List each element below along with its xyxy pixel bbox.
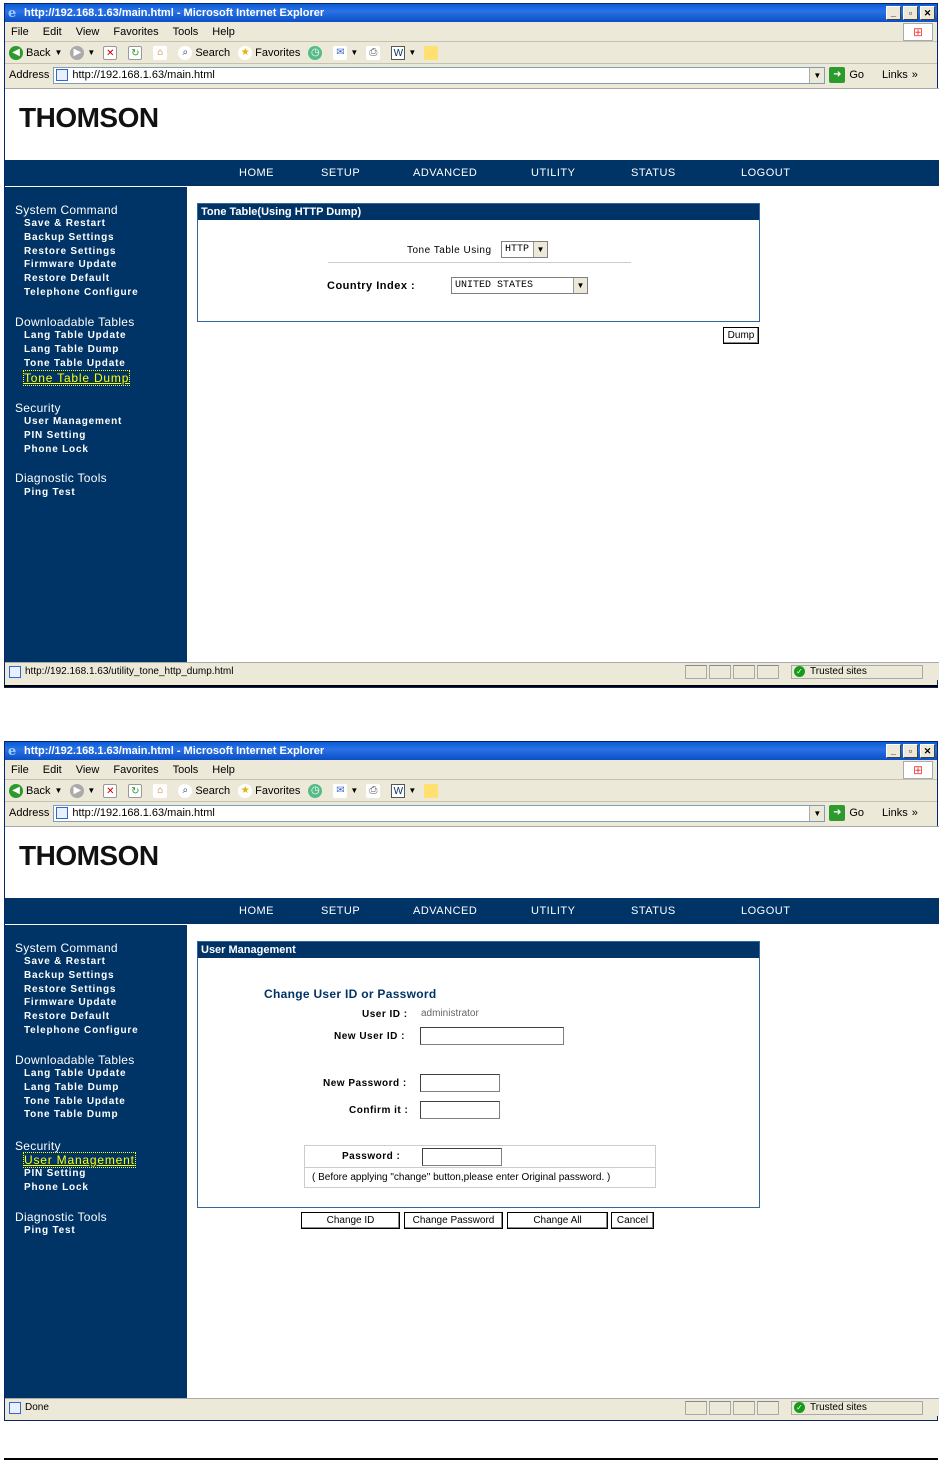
go-arrow-icon[interactable]: ➜ bbox=[829, 67, 845, 83]
dump-button[interactable]: Dump bbox=[723, 327, 759, 344]
close-button[interactable]: ✕ bbox=[920, 744, 935, 758]
sidebar-group-security: Security bbox=[15, 1139, 61, 1153]
sidebar-group-diagnostic: Diagnostic Tools bbox=[15, 471, 107, 485]
address-label: Address bbox=[9, 69, 50, 81]
maximize-button[interactable]: ▫ bbox=[903, 744, 918, 758]
security-zone: ✓ Trusted sites bbox=[791, 665, 923, 679]
original-password-box bbox=[304, 1145, 656, 1188]
thomson-logo: THOMSON bbox=[19, 840, 159, 871]
nav-setup[interactable]: SETUP bbox=[321, 167, 361, 179]
country-select[interactable]: UNITED STATES ▼ bbox=[451, 277, 588, 294]
chevron-down-icon: ▼ bbox=[573, 278, 587, 293]
go-arrow-icon[interactable]: ➜ bbox=[829, 805, 845, 821]
menu-edit[interactable]: Edit bbox=[42, 25, 62, 38]
menu-bar bbox=[5, 760, 937, 780]
trusted-check-icon: ✓ bbox=[794, 666, 805, 677]
forward-arrow-icon: ▶ bbox=[70, 784, 84, 798]
search-icon: ⌕ bbox=[178, 784, 192, 798]
refresh-icon: ↻ bbox=[128, 784, 142, 798]
links-button[interactable]: Links bbox=[882, 807, 908, 819]
user-id-label: User ID : bbox=[362, 1009, 408, 1020]
nav-logout[interactable]: LOGOUT bbox=[741, 905, 791, 917]
ie-logo-icon: e bbox=[8, 743, 17, 759]
menu-favorites[interactable]: Favorites bbox=[113, 763, 159, 776]
maximize-button[interactable]: ▫ bbox=[903, 6, 918, 20]
section-heading: Change User ID or Password bbox=[264, 987, 437, 1001]
menu-help[interactable]: Help bbox=[212, 25, 235, 38]
stop-icon: ✕ bbox=[103, 46, 117, 60]
separator-rule-1 bbox=[4, 685, 938, 687]
window-title: http://192.168.1.63/main.html - Microsoft Internet Explorer bbox=[24, 7, 325, 19]
back-button[interactable]: ◀ Back ▼ bbox=[9, 784, 62, 798]
close-button[interactable]: ✕ bbox=[920, 6, 935, 20]
separator-rule-2 bbox=[4, 1458, 938, 1460]
menu-file[interactable]: File bbox=[11, 25, 29, 38]
sidebar-item-save-restart[interactable]: Save & Restart bbox=[24, 218, 106, 229]
menu-tools[interactable]: Tools bbox=[172, 25, 199, 38]
sidebar-item-phone-lock[interactable]: Phone Lock bbox=[24, 444, 89, 455]
new-password-input[interactable] bbox=[420, 1074, 500, 1092]
sidebar-item-tone-update[interactable]: Tone Table Update bbox=[24, 1096, 126, 1107]
change-all-button[interactable]: Change All bbox=[507, 1212, 608, 1229]
toolbar bbox=[5, 780, 937, 802]
status-bar bbox=[5, 662, 939, 680]
address-bar bbox=[5, 802, 937, 824]
sidebar-item-phone-lock[interactable]: Phone Lock bbox=[24, 1182, 89, 1193]
mail-button[interactable]: ✉ ▼ bbox=[333, 784, 358, 798]
menu-file[interactable]: File bbox=[11, 763, 29, 776]
mail-icon: ✉ bbox=[333, 784, 347, 798]
print-icon: ⎙ bbox=[366, 784, 380, 798]
original-password-input[interactable] bbox=[422, 1148, 502, 1166]
sidebar-item-pin[interactable]: PIN Setting bbox=[24, 1168, 87, 1179]
status-bar bbox=[5, 1398, 939, 1416]
page-content bbox=[5, 826, 939, 1398]
sidebar-item-firmware[interactable]: Firmware Update bbox=[24, 259, 118, 270]
thomson-logo: THOMSON bbox=[19, 102, 159, 133]
mail-icon: ✉ bbox=[333, 46, 347, 60]
edit-button[interactable]: W ▼ bbox=[391, 46, 416, 60]
note-icon bbox=[424, 784, 438, 798]
minimize-button[interactable]: _ bbox=[886, 744, 901, 758]
favorites-button[interactable]: ★ Favorites bbox=[238, 784, 300, 798]
nav-advanced[interactable]: ADVANCED bbox=[413, 905, 478, 917]
refresh-button[interactable] bbox=[128, 46, 145, 60]
links-button[interactable]: Links bbox=[882, 69, 908, 81]
history-button[interactable] bbox=[308, 46, 325, 60]
panel-title: User Management bbox=[198, 942, 759, 958]
sidebar-item-backup[interactable]: Backup Settings bbox=[24, 970, 115, 981]
browser-window-2 bbox=[4, 741, 938, 1421]
favorites-star-icon: ★ bbox=[238, 784, 252, 798]
home-icon: ⌂ bbox=[153, 784, 167, 798]
confirm-password-input[interactable] bbox=[420, 1101, 500, 1119]
page-icon bbox=[9, 666, 21, 678]
menu-view[interactable]: View bbox=[75, 25, 100, 38]
sidebar-item-firmware[interactable]: Firmware Update bbox=[24, 997, 118, 1008]
tone-label: Tone Table Using bbox=[407, 245, 492, 256]
search-icon: ⌕ bbox=[178, 46, 192, 60]
nav-setup[interactable]: SETUP bbox=[321, 905, 361, 917]
password-label: Password : bbox=[342, 1151, 401, 1162]
sidebar-item-lang-update[interactable]: Lang Table Update bbox=[24, 330, 127, 341]
sidebar-item-restore[interactable]: Restore Settings bbox=[24, 984, 117, 995]
cancel-button[interactable]: Cancel bbox=[611, 1212, 654, 1229]
nav-status[interactable]: STATUS bbox=[631, 167, 676, 179]
edit-button[interactable]: W ▼ bbox=[391, 784, 416, 798]
forward-arrow-icon: ▶ bbox=[70, 46, 84, 60]
sidebar-group-system: System Command bbox=[15, 941, 118, 955]
address-label: Address bbox=[9, 807, 50, 819]
home-button[interactable] bbox=[153, 46, 170, 60]
sidebar-item-backup[interactable]: Backup Settings bbox=[24, 232, 115, 243]
address-dropdown-icon[interactable]: ▼ bbox=[809, 806, 824, 821]
word-icon: W bbox=[391, 46, 405, 60]
sidebar-item-tone-dump[interactable]: Tone Table Dump bbox=[24, 1109, 119, 1120]
refresh-icon: ↻ bbox=[128, 46, 142, 60]
back-button[interactable]: ◀ Back ▼ bbox=[9, 46, 62, 60]
top-nav bbox=[5, 159, 939, 187]
address-dropdown-icon[interactable]: ▼ bbox=[809, 68, 824, 83]
sidebar-item-ping[interactable]: Ping Test bbox=[24, 487, 76, 498]
divider bbox=[328, 262, 631, 263]
change-id-button[interactable]: Change ID bbox=[301, 1212, 400, 1229]
sidebar-item-save-restart[interactable]: Save & Restart bbox=[24, 956, 106, 967]
favorites-star-icon: ★ bbox=[238, 46, 252, 60]
trusted-check-icon: ✓ bbox=[794, 1402, 805, 1413]
minimize-button[interactable]: _ bbox=[886, 6, 901, 20]
user-management-panel bbox=[197, 941, 760, 1208]
toolbar bbox=[5, 42, 937, 64]
status-text: Done bbox=[25, 1402, 49, 1413]
links-chevron-icon[interactable]: » bbox=[911, 69, 918, 81]
page-icon bbox=[56, 807, 68, 819]
nav-status[interactable]: STATUS bbox=[631, 905, 676, 917]
favorites-button[interactable]: ★ Favorites bbox=[238, 46, 300, 60]
nav-utility[interactable]: UTILITY bbox=[531, 905, 576, 917]
mail-button[interactable]: ✉ ▼ bbox=[333, 46, 358, 60]
menu-help[interactable]: Help bbox=[212, 763, 235, 776]
status-url: http://192.168.1.63/utility_tone_http_dump.html bbox=[25, 666, 234, 677]
menu-favorites[interactable]: Favorites bbox=[113, 25, 159, 38]
tone-method-select[interactable]: HTTP ▼ bbox=[501, 241, 548, 258]
stop-button[interactable] bbox=[103, 46, 120, 60]
back-arrow-icon: ◀ bbox=[9, 46, 23, 60]
history-button[interactable] bbox=[308, 784, 325, 798]
user-id-value: administrator bbox=[421, 1008, 479, 1019]
security-zone: ✓ Trusted sites bbox=[791, 1401, 923, 1415]
sidebar-item-tone-update[interactable]: Tone Table Update bbox=[24, 358, 126, 369]
sidebar-group-diagnostic: Diagnostic Tools bbox=[15, 1210, 107, 1224]
browser-window-1 bbox=[4, 3, 938, 688]
links-chevron-icon[interactable]: » bbox=[911, 807, 918, 819]
nav-utility[interactable]: UTILITY bbox=[531, 167, 576, 179]
sidebar-item-restore-default[interactable]: Restore Default bbox=[24, 1011, 110, 1022]
page-icon bbox=[9, 1402, 21, 1414]
go-button[interactable]: Go bbox=[849, 69, 865, 81]
print-icon: ⎙ bbox=[366, 46, 380, 60]
sidebar-item-user-management[interactable]: User Management bbox=[24, 416, 123, 427]
confirm-password-label: Confirm it : bbox=[349, 1105, 409, 1116]
sidebar-item-lang-dump[interactable]: Lang Table Dump bbox=[24, 1082, 120, 1093]
title-bar bbox=[5, 4, 937, 22]
page-content bbox=[5, 88, 939, 662]
new-user-id-input[interactable] bbox=[420, 1027, 564, 1045]
word-icon: W bbox=[391, 784, 405, 798]
history-icon: ◷ bbox=[308, 46, 322, 60]
back-arrow-icon: ◀ bbox=[9, 784, 23, 798]
menu-tools[interactable]: Tools bbox=[172, 763, 199, 776]
sidebar bbox=[5, 187, 187, 662]
sidebar-item-lang-update[interactable]: Lang Table Update bbox=[24, 1068, 127, 1079]
address-bar bbox=[5, 64, 937, 86]
top-nav bbox=[5, 897, 939, 925]
ie-logo-icon: e bbox=[8, 5, 17, 21]
home-button[interactable] bbox=[153, 784, 170, 798]
sidebar-item-pin[interactable]: PIN Setting bbox=[24, 430, 87, 441]
panel-title: Tone Table(Using HTTP Dump) bbox=[198, 204, 759, 220]
sidebar-item-lang-dump[interactable]: Lang Table Dump bbox=[24, 344, 120, 355]
tone-table-panel bbox=[197, 203, 760, 322]
menu-bar bbox=[5, 22, 937, 42]
windows-flag-icon: ⊞ bbox=[903, 23, 933, 41]
window-title: http://192.168.1.63/main.html - Microsoft Internet Explorer bbox=[24, 745, 325, 757]
password-note: ( Before applying "change" button,please enter Original password. ) bbox=[312, 1172, 611, 1183]
refresh-button[interactable] bbox=[128, 784, 145, 798]
search-button[interactable]: ⌕ Search bbox=[178, 784, 230, 798]
sidebar-item-user-management[interactable]: User Management bbox=[24, 1153, 135, 1167]
stop-icon: ✕ bbox=[103, 784, 117, 798]
print-button[interactable] bbox=[366, 784, 383, 798]
sidebar-group-system: System Command bbox=[15, 203, 118, 217]
print-button[interactable] bbox=[366, 46, 383, 60]
address-input[interactable]: http://192.168.1.63/main.html ▼ bbox=[53, 67, 825, 84]
home-icon: ⌂ bbox=[153, 46, 167, 60]
windows-flag-icon: ⊞ bbox=[903, 761, 933, 779]
stop-button[interactable] bbox=[103, 784, 120, 798]
sidebar-item-restore[interactable]: Restore Settings bbox=[24, 246, 117, 257]
go-button[interactable]: Go bbox=[849, 807, 865, 819]
nav-home[interactable]: HOME bbox=[239, 905, 274, 917]
nav-advanced[interactable]: ADVANCED bbox=[413, 167, 478, 179]
change-password-button[interactable]: Change Password bbox=[404, 1212, 503, 1229]
chevron-down-icon: ▼ bbox=[533, 242, 547, 257]
title-bar bbox=[5, 742, 937, 760]
address-input[interactable]: http://192.168.1.63/main.html ▼ bbox=[53, 805, 825, 822]
country-label: Country Index : bbox=[327, 280, 416, 292]
new-password-label: New Password : bbox=[323, 1078, 407, 1089]
sidebar-group-security: Security bbox=[15, 401, 61, 415]
sidebar-item-ping[interactable]: Ping Test bbox=[24, 1225, 76, 1236]
sidebar bbox=[5, 925, 187, 1398]
messenger-button[interactable] bbox=[424, 784, 441, 798]
history-icon: ◷ bbox=[308, 784, 322, 798]
sidebar-item-telephone[interactable]: Telephone Configure bbox=[24, 1025, 139, 1036]
sidebar-group-downloadable: Downloadable Tables bbox=[15, 315, 135, 329]
sidebar-item-tone-dump[interactable]: Tone Table Dump bbox=[24, 371, 130, 385]
nav-home[interactable]: HOME bbox=[239, 167, 274, 179]
messenger-button[interactable] bbox=[424, 46, 441, 60]
sidebar-group-downloadable: Downloadable Tables bbox=[15, 1053, 135, 1067]
new-user-id-label: New User ID : bbox=[334, 1031, 405, 1042]
nav-logout[interactable]: LOGOUT bbox=[741, 167, 791, 179]
page-icon bbox=[56, 69, 68, 81]
menu-view[interactable]: View bbox=[75, 763, 100, 776]
sidebar-item-telephone[interactable]: Telephone Configure bbox=[24, 287, 139, 298]
search-button[interactable]: ⌕ Search bbox=[178, 46, 230, 60]
forward-button[interactable]: ▶ ▼ bbox=[70, 46, 95, 60]
menu-edit[interactable]: Edit bbox=[42, 763, 62, 776]
note-icon bbox=[424, 46, 438, 60]
forward-button[interactable]: ▶ ▼ bbox=[70, 784, 95, 798]
sidebar-item-restore-default[interactable]: Restore Default bbox=[24, 273, 110, 284]
